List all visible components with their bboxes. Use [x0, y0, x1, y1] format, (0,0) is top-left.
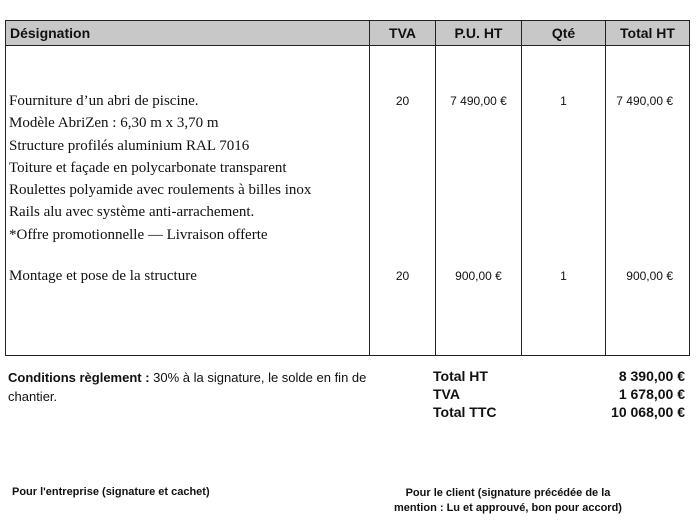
tva-label: TVA	[433, 386, 460, 402]
item-1-total-ht: 7 490,00 €	[616, 94, 673, 108]
payment-conditions	[8, 368, 378, 406]
company-signature-label: Pour l'entreprise (signature et cachet)	[12, 486, 210, 498]
item-1-line: Modèle AbriZen : 6,30 m x 3,70 m	[9, 115, 219, 132]
conditions-label: Conditions règlement :	[8, 370, 150, 385]
pu-ht-cell	[436, 46, 522, 356]
totals-block	[433, 367, 685, 421]
header-qty: Qté	[522, 21, 606, 46]
item-2-total-ht: 900,00 €	[626, 269, 673, 283]
item-2-tva: 20	[395, 269, 410, 283]
item-2-pu-ht: 900,00 €	[455, 269, 502, 283]
tva-row	[433, 385, 685, 403]
item-2-qty: 1	[560, 269, 567, 283]
item-1-line: Structure profilés aluminium RAL 7016	[9, 137, 250, 154]
table-body-row	[6, 46, 690, 356]
item-1-tva: 20	[395, 94, 410, 108]
designation-cell	[6, 46, 370, 356]
invoice-table	[5, 20, 690, 356]
conditions-text: 30% à la signature, le solde en fin de chantier.	[8, 370, 367, 404]
total-ht-value: 8 390,00 €	[618, 368, 685, 384]
qty-cell	[522, 46, 606, 356]
table-header-row	[6, 21, 690, 46]
item-1-line: Toiture et façade en polycarbonate transparent	[9, 159, 287, 176]
item-2-line: Montage et pose de la structure	[9, 268, 197, 284]
header-tva: TVA	[370, 21, 436, 46]
item-1-line: Rails alu avec système anti-arrachement.	[9, 204, 255, 221]
tva-value: 1 678,00 €	[618, 386, 685, 402]
total-ht-label: Total HT	[433, 368, 488, 384]
client-signature-line-1: Pour le client (signature précédée de la	[405, 487, 611, 499]
item-1-line: Fourniture d’un abri de piscine.	[9, 93, 199, 109]
total-ht-cell	[606, 46, 690, 356]
header-designation: Désignation	[6, 21, 370, 46]
item-1-pu-ht: 7 490,00 €	[450, 94, 507, 108]
total-ttc-row	[433, 403, 685, 421]
item-1-line: Roulettes polyamide avec roulements à billes inox	[9, 182, 312, 199]
header-total-ht: Total HT	[606, 21, 690, 46]
header-pu-ht: P.U. HT	[436, 21, 522, 46]
client-signature-label	[378, 486, 638, 516]
tva-cell	[370, 46, 436, 356]
total-ttc-label: Total TTC	[433, 404, 497, 420]
item-2-description	[6, 265, 369, 287]
total-ttc-value: 10 068,00 €	[611, 404, 685, 420]
item-1-line: *Offre promotionnelle — Livraison offerte	[9, 226, 268, 243]
total-ht-row	[433, 367, 685, 385]
client-signature-line-2: mention : Lu et approuvé, bon pour accord)	[394, 502, 622, 514]
item-1-description	[6, 90, 369, 246]
item-1-qty: 1	[560, 94, 567, 108]
